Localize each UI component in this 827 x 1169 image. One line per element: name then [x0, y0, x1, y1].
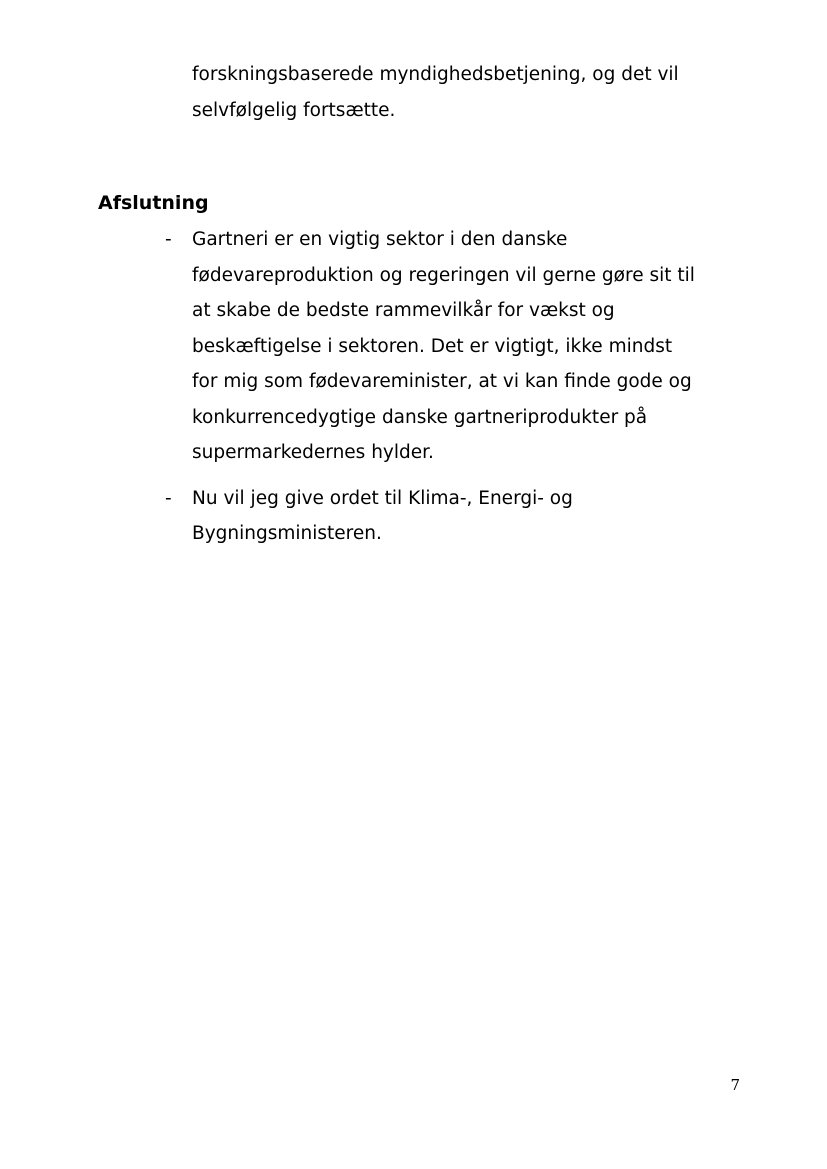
- bullet-line: for mig som fødevareminister, at vi kan finde gode og: [192, 371, 692, 392]
- bullet-line: beskæftigelse i sektoren. Det er vigtigt, ikke mindst: [192, 335, 673, 357]
- paragraph-line: forskningsbaserede myndighedsbetjening, og det vil: [192, 64, 679, 85]
- page-number: 7: [730, 1076, 740, 1094]
- paragraph-line: selvfølgelig fortsætte.: [192, 99, 396, 121]
- bullet-line: Nu vil jeg give ordet til Klima-, Energi- og: [192, 487, 573, 509]
- bullet-line: fødevareproduktion og regeringen vil gerne gøre sit til: [192, 264, 695, 286]
- bullet-marker: -: [165, 487, 172, 509]
- bullet-list: [0, 222, 827, 562]
- bullet-item: [0, 222, 827, 471]
- bullet-text: [192, 481, 752, 552]
- bullet-marker: -: [165, 229, 172, 250]
- bullet-line: Gartneri er en vigtig sektor i den danske: [192, 229, 568, 250]
- bullet-line: supermarkedernes hylder.: [192, 442, 434, 463]
- bullet-text: [192, 222, 752, 471]
- continuation-paragraph: [192, 57, 752, 128]
- bullet-item: [0, 481, 827, 552]
- bullet-line: konkurrencedygtige danske gartneriprodukter på: [192, 406, 648, 428]
- bullet-line: at skabe de bedste rammevilkår for vækst og: [192, 300, 615, 321]
- bullet-line: Bygningsministeren.: [192, 523, 382, 544]
- section-heading: Afslutning: [98, 192, 209, 214]
